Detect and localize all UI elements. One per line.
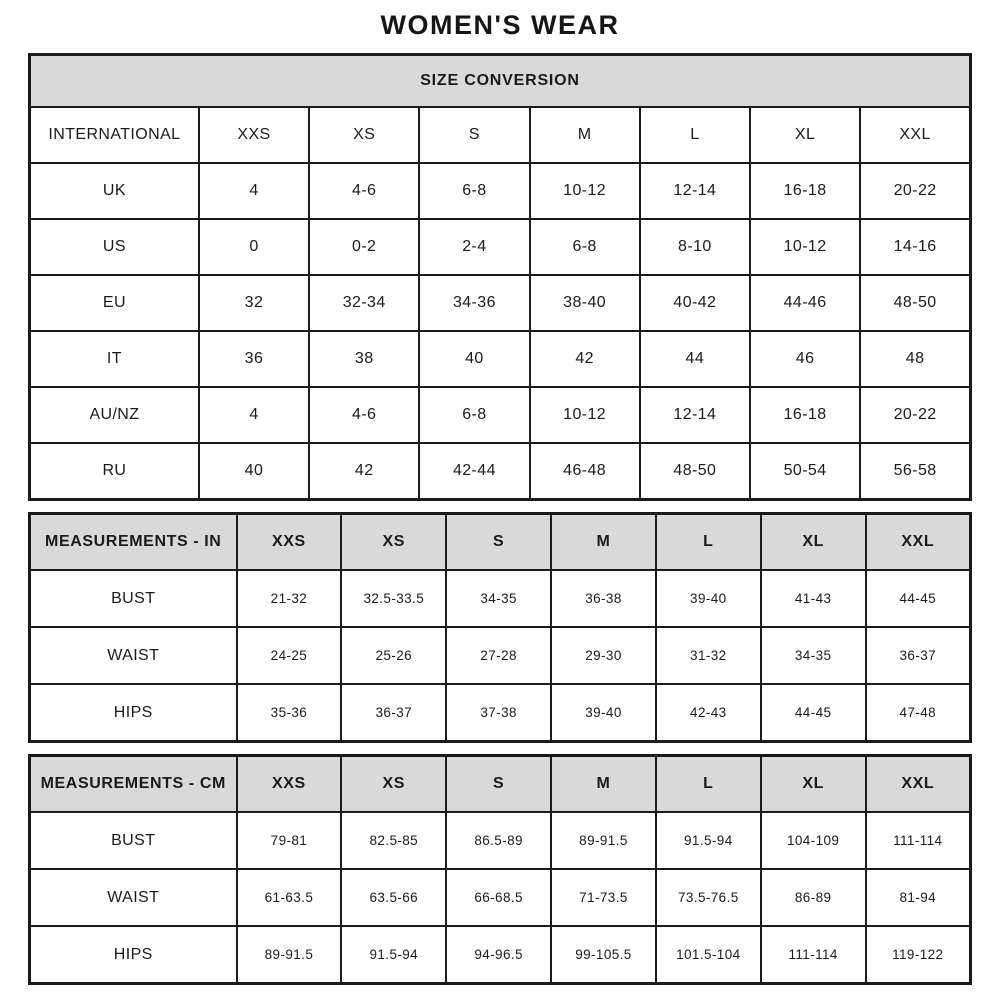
row-label-ru: RU — [30, 443, 199, 500]
cell-waist-xl: 34-35 — [761, 627, 866, 684]
column-header-xl: XL — [761, 514, 866, 571]
cell-bust-s: 34-35 — [446, 570, 551, 627]
column-header-m: M — [551, 514, 656, 571]
cell-waist-m: 71-73.5 — [551, 869, 656, 926]
size-conversion-table — [28, 53, 972, 501]
cell-au-nz-xl: 16-18 — [750, 387, 860, 443]
cell-bust-xs: 32.5-33.5 — [341, 570, 446, 627]
cell-waist-s: 27-28 — [446, 627, 551, 684]
cell-ru-xl: 50-54 — [750, 443, 860, 500]
header-row — [30, 514, 971, 571]
cell-uk-m: 10-12 — [530, 163, 640, 219]
cell-au-nz-m: 10-12 — [530, 387, 640, 443]
cell-eu-xxs: 32 — [199, 275, 309, 331]
cell-us-s: 2-4 — [419, 219, 529, 275]
table-row — [30, 443, 971, 500]
row-label-bust: BUST — [30, 812, 237, 869]
cell-eu-l: 40-42 — [640, 275, 750, 331]
cell-bust-xxl: 44-45 — [866, 570, 971, 627]
cell-waist-xxs: 24-25 — [237, 627, 342, 684]
cell-ru-m: 46-48 — [530, 443, 640, 500]
table-row — [30, 570, 971, 627]
cell-ru-xxs: 40 — [199, 443, 309, 500]
column-header-s: S — [446, 756, 551, 813]
cell-hips-xl: 44-45 — [761, 684, 866, 742]
cell-it-l: 44 — [640, 331, 750, 387]
table-row — [30, 219, 971, 275]
measurements-in-table — [28, 512, 972, 743]
row-label-bust: BUST — [30, 570, 237, 627]
cell-international-m: M — [530, 107, 640, 163]
row-label-eu: EU — [30, 275, 199, 331]
cell-ru-xxl: 56-58 — [860, 443, 970, 500]
cell-hips-s: 94-96.5 — [446, 926, 551, 984]
cell-ru-s: 42-44 — [419, 443, 529, 500]
column-header-xs: XS — [341, 514, 446, 571]
column-header-xxs: XXS — [237, 514, 342, 571]
row-label-uk: UK — [30, 163, 199, 219]
cell-au-nz-xxl: 20-22 — [860, 387, 970, 443]
table-row — [30, 869, 971, 926]
cell-hips-m: 39-40 — [551, 684, 656, 742]
cell-waist-xl: 86-89 — [761, 869, 866, 926]
row-label-hips: HIPS — [30, 684, 237, 742]
column-header-m: M — [551, 756, 656, 813]
header-row — [30, 756, 971, 813]
cell-hips-xxs: 89-91.5 — [237, 926, 342, 984]
cell-waist-l: 73.5-76.5 — [656, 869, 761, 926]
header-label-measurements-in: MEASUREMENTS - IN — [30, 514, 237, 571]
row-label-waist: WAIST — [30, 869, 237, 926]
row-label-international: INTERNATIONAL — [30, 107, 199, 163]
cell-waist-xxs: 61-63.5 — [237, 869, 342, 926]
cell-international-s: S — [419, 107, 529, 163]
size-conversion-banner: SIZE CONVERSION — [30, 55, 971, 108]
cell-uk-xxl: 20-22 — [860, 163, 970, 219]
cell-it-xxl: 48 — [860, 331, 970, 387]
cell-waist-s: 66-68.5 — [446, 869, 551, 926]
table-row — [30, 684, 971, 742]
row-label-hips: HIPS — [30, 926, 237, 984]
cell-au-nz-s: 6-8 — [419, 387, 529, 443]
cell-us-xl: 10-12 — [750, 219, 860, 275]
cell-waist-xs: 63.5-66 — [341, 869, 446, 926]
cell-bust-xxs: 21-32 — [237, 570, 342, 627]
cell-it-s: 40 — [419, 331, 529, 387]
cell-ru-l: 48-50 — [640, 443, 750, 500]
cell-hips-xxs: 35-36 — [237, 684, 342, 742]
table-row — [30, 107, 971, 163]
cell-hips-l: 42-43 — [656, 684, 761, 742]
cell-us-xxl: 14-16 — [860, 219, 970, 275]
cell-waist-m: 29-30 — [551, 627, 656, 684]
header-label-measurements-cm: MEASUREMENTS - CM — [30, 756, 237, 813]
cell-waist-l: 31-32 — [656, 627, 761, 684]
cell-bust-xs: 82.5-85 — [341, 812, 446, 869]
column-header-xxs: XXS — [237, 756, 342, 813]
row-label-au-nz: AU/NZ — [30, 387, 199, 443]
cell-hips-m: 99-105.5 — [551, 926, 656, 984]
column-header-l: L — [656, 756, 761, 813]
cell-bust-l: 91.5-94 — [656, 812, 761, 869]
cell-it-xl: 46 — [750, 331, 860, 387]
row-label-us: US — [30, 219, 199, 275]
cell-eu-m: 38-40 — [530, 275, 640, 331]
size-conversion-banner-row — [30, 55, 971, 108]
cell-it-xs: 38 — [309, 331, 419, 387]
cell-us-l: 8-10 — [640, 219, 750, 275]
cell-hips-xxl: 47-48 — [866, 684, 971, 742]
cell-international-xl: XL — [750, 107, 860, 163]
column-header-xs: XS — [341, 756, 446, 813]
cell-waist-xxl: 81-94 — [866, 869, 971, 926]
cell-bust-l: 39-40 — [656, 570, 761, 627]
cell-au-nz-xs: 4-6 — [309, 387, 419, 443]
cell-hips-xs: 91.5-94 — [341, 926, 446, 984]
cell-uk-xl: 16-18 — [750, 163, 860, 219]
cell-international-xxl: XXL — [860, 107, 970, 163]
table-row — [30, 926, 971, 984]
table-row — [30, 275, 971, 331]
cell-uk-s: 6-8 — [419, 163, 529, 219]
column-header-s: S — [446, 514, 551, 571]
cell-au-nz-xxs: 4 — [199, 387, 309, 443]
cell-us-xs: 0-2 — [309, 219, 419, 275]
cell-bust-xxl: 111-114 — [866, 812, 971, 869]
cell-uk-xs: 4-6 — [309, 163, 419, 219]
table-row — [30, 627, 971, 684]
column-header-xl: XL — [761, 756, 866, 813]
cell-bust-m: 36-38 — [551, 570, 656, 627]
cell-bust-xl: 104-109 — [761, 812, 866, 869]
cell-hips-xl: 111-114 — [761, 926, 866, 984]
cell-international-l: L — [640, 107, 750, 163]
cell-waist-xs: 25-26 — [341, 627, 446, 684]
measurements-cm-table — [28, 754, 972, 985]
cell-us-xxs: 0 — [199, 219, 309, 275]
column-header-xxl: XXL — [866, 756, 971, 813]
cell-us-m: 6-8 — [530, 219, 640, 275]
cell-uk-xxs: 4 — [199, 163, 309, 219]
cell-hips-xs: 36-37 — [341, 684, 446, 742]
cell-eu-xl: 44-46 — [750, 275, 860, 331]
page-title: WOMEN'S WEAR — [380, 10, 620, 40]
cell-bust-s: 86.5-89 — [446, 812, 551, 869]
cell-it-m: 42 — [530, 331, 640, 387]
table-row — [30, 387, 971, 443]
cell-uk-l: 12-14 — [640, 163, 750, 219]
cell-eu-s: 34-36 — [419, 275, 529, 331]
cell-eu-xxl: 48-50 — [860, 275, 970, 331]
column-header-l: L — [656, 514, 761, 571]
cell-waist-xxl: 36-37 — [866, 627, 971, 684]
table-row — [30, 812, 971, 869]
cell-au-nz-l: 12-14 — [640, 387, 750, 443]
table-row — [30, 163, 971, 219]
cell-bust-xxs: 79-81 — [237, 812, 342, 869]
cell-international-xxs: XXS — [199, 107, 309, 163]
cell-international-xs: XS — [309, 107, 419, 163]
row-label-waist: WAIST — [30, 627, 237, 684]
cell-eu-xs: 32-34 — [309, 275, 419, 331]
cell-ru-xs: 42 — [309, 443, 419, 500]
cell-bust-m: 89-91.5 — [551, 812, 656, 869]
cell-hips-s: 37-38 — [446, 684, 551, 742]
table-row — [30, 331, 971, 387]
cell-it-xxs: 36 — [199, 331, 309, 387]
column-header-xxl: XXL — [866, 514, 971, 571]
cell-hips-l: 101.5-104 — [656, 926, 761, 984]
cell-hips-xxl: 119-122 — [866, 926, 971, 984]
row-label-it: IT — [30, 331, 199, 387]
cell-bust-xl: 41-43 — [761, 570, 866, 627]
